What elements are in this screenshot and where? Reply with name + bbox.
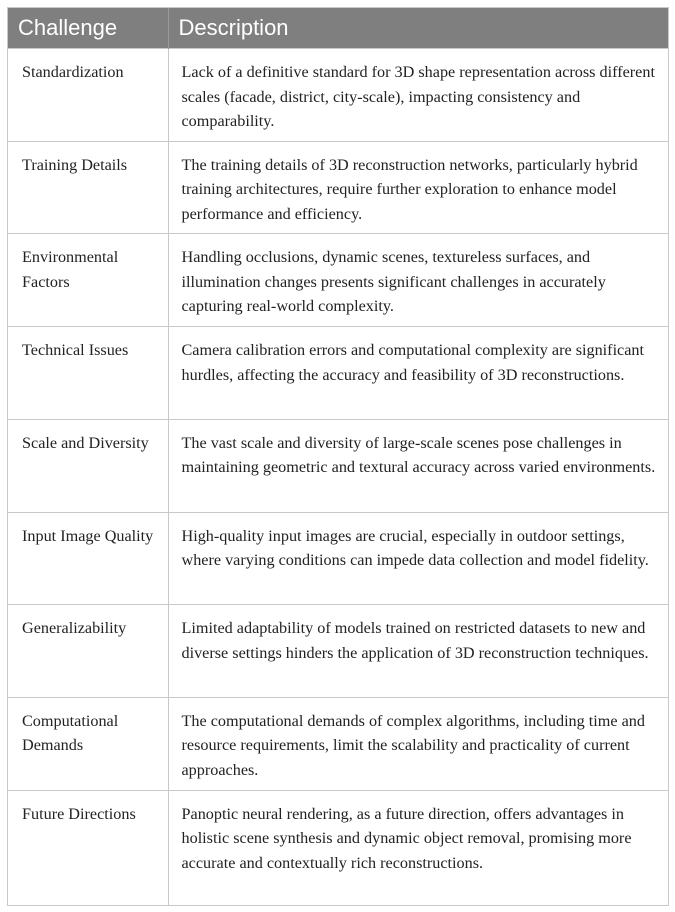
table-body (8, 49, 668, 906)
table-row (8, 419, 668, 512)
challenge-cell: Environmental Factors (8, 234, 168, 327)
challenge-cell: Generalizability (8, 605, 168, 698)
challenge-cell: Input Image Quality (8, 512, 168, 605)
table-header (8, 8, 668, 49)
table-row (8, 697, 668, 790)
table-row (8, 141, 668, 234)
table-row (8, 234, 668, 327)
challenges-table-container (7, 7, 669, 906)
table-row (8, 49, 668, 142)
table-row (8, 605, 668, 698)
header-challenge: Challenge (18, 15, 118, 40)
challenge-cell: Future Directions (8, 790, 168, 905)
description-cell: The vast scale and diversity of large-scale scenes pose challenges in maintaining geometric and textural accuracy across varied environments. (181, 433, 656, 477)
challenges-table (8, 8, 668, 905)
description-cell: The training details of 3D reconstruction networks, particularly hybrid training architectures, require further exploration to enhance model performance and efficiency. (181, 155, 638, 223)
description-cell: Handling occlusions, dynamic scenes, textureless surfaces, and illumination changes presents significant challenges in accurately capturing real-world complexity. (181, 248, 606, 316)
description-cell: High-quality input images are crucial, especially in outdoor settings, where varying conditions can impede data collection and model fidelity. (181, 526, 649, 570)
challenge-cell: Scale and Diversity (8, 419, 168, 512)
challenge-cell: Technical Issues (8, 327, 168, 420)
challenge-cell: Training Details (8, 141, 168, 234)
table-row (8, 327, 668, 420)
table-row (8, 512, 668, 605)
description-cell: Camera calibration errors and computational complexity are significant hurdles, affecting the accuracy and feasibility of 3D reconstructions. (181, 341, 645, 384)
description-cell: Lack of a definitive standard for 3D shape representation across different scales (facade, district, city-scale), impacting consistency and comparability. (181, 63, 655, 130)
description-cell: The computational demands of complex algorithms, including time and resource requirements, limit the scalability and practicality of current approaches. (181, 711, 645, 779)
challenge-cell: Standardization (8, 49, 168, 142)
challenge-cell: Computational Demands (8, 697, 168, 790)
table-row (8, 790, 668, 905)
description-cell: Limited adaptability of models trained on restricted datasets to new and diverse settings hinders the application of 3D reconstruction techniques. (181, 619, 649, 662)
header-description: Description (168, 8, 668, 49)
description-cell: Panoptic neural rendering, as a future direction, offers advantages in holistic scene synthesis and dynamic object removal, promising more accurate and contextually rich reconstructions. (181, 804, 632, 872)
header-row (8, 8, 668, 49)
